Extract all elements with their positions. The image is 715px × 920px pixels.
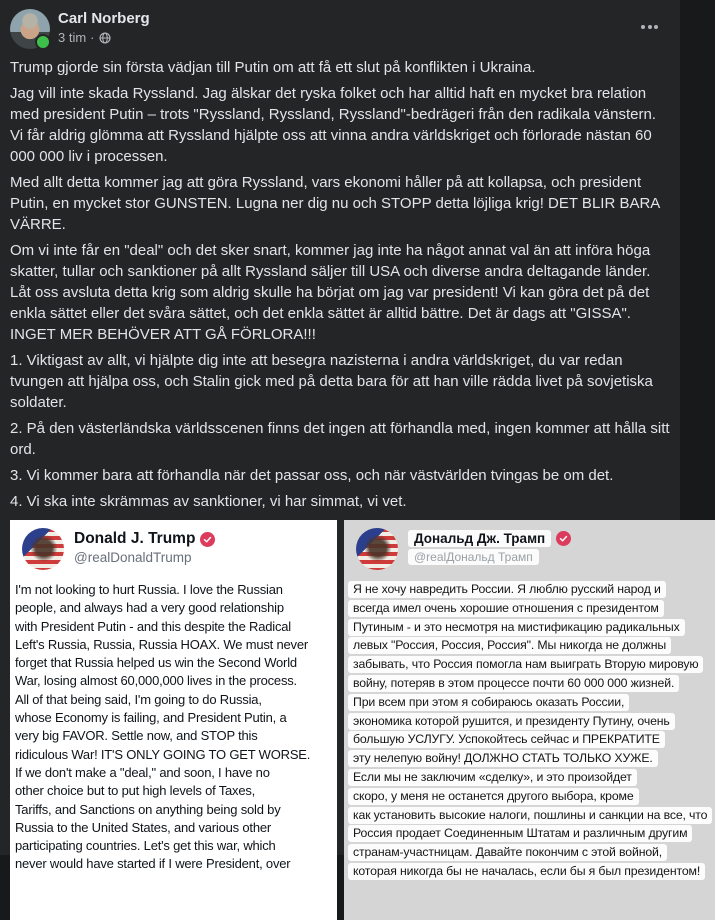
- post-timestamp[interactable]: 3 tim: [58, 30, 87, 45]
- tweet-ru-text-line: [348, 749, 712, 768]
- tweet-ru-text-line: [348, 693, 712, 712]
- tweet-ru-text-line: [348, 674, 712, 693]
- tweet-image-russian[interactable]: [344, 520, 715, 920]
- author-name[interactable]: Carl Norberg: [58, 10, 150, 27]
- tweet-en-text-line: ridiculous War! IT'S ONLY GOING TO GET WORSE.: [15, 746, 311, 762]
- tweet-ru-text-line: [348, 730, 712, 749]
- post-paragraph: Trump gjorde sin första vädjan till Putin om att få ett slut på konflikten i Ukraina.: [10, 59, 536, 76]
- tweet-en-text-line: very big FAVOR. Settle now, and STOP this: [15, 728, 258, 744]
- tweet-en-text-line: forget that Russia helped us win the Second World: [15, 655, 297, 671]
- post-paragraph: Med allt detta kommer jag att göra Ryssland, vars ekonomi håller på att kollapsa, och president Putin, en mycket stor GUNSTEN. Lugna ner dig nu och STOPP detta löjliga krig! DET BLIR BARA VÄRRE.: [10, 174, 660, 233]
- tweet-ru-text-line: [348, 599, 712, 618]
- tweet-en-body: [10, 572, 337, 874]
- post-paragraph: 3. Vi kommer bara att förhandla när det passar oss, och när västvärlden tvingas be om det.: [10, 467, 614, 484]
- verified-badge-icon: [556, 531, 571, 546]
- post-paragraph: 2. På den västerländska världsscenen finns det ingen att förhandla med, ingen kommer att hålla sitt ord.: [10, 420, 670, 458]
- tweet-en-text-line: All of that being said, I'm going to do Russia,: [15, 691, 262, 707]
- ellipsis-icon: [641, 25, 645, 29]
- online-status-dot: [35, 34, 51, 50]
- tweet-ru-display-name: Дональд Дж. Трамп: [408, 530, 551, 547]
- post-paragraph: Om vi inte får en "deal" och det sker snart, kommer jag inte ha något annat val än att införa höga skatter, tullar och sanktioner på allt Ryssland säljer till USA och diverse andra deltagande länder. Låt oss avsluta detta krig som aldrig skulle ha börjat om jag var president! Vi kan göra det på det enkla sättet eller det svåra sättet, och det enkla sättet är alltid bättre. Det är dags att "GISSA". INGET MER BEHÖVER ATT GÅ FÖRLORA!!!: [10, 242, 651, 343]
- tweet-en-text-line: War, losing almost 60,000,000 lives in the process.: [15, 673, 297, 689]
- tweet-en-text-line: participating countries. Let's get this war, which: [15, 838, 276, 854]
- verified-badge-icon: [200, 532, 215, 547]
- tweet-en-header: [10, 520, 337, 572]
- tweet-ru-text-line: [348, 768, 712, 787]
- translated-text-pill: Путиным - и это несмотря на мистификацию радикальных: [348, 619, 685, 636]
- globe-icon: [99, 32, 111, 44]
- translated-text-pill: забывать, что Россия помогла нам выиграть Вторую мировую: [348, 656, 703, 673]
- translated-text-pill: Я не хочу навредить России. Я люблю русский народ и: [348, 581, 666, 598]
- tweet-en-handle: @realDonaldTrump: [74, 550, 192, 565]
- tweet-en-text-line: Left's Russia, Russia, Russia HOAX. We must never: [15, 636, 308, 652]
- ellipsis-icon: [654, 25, 658, 29]
- post-header: [0, 0, 680, 53]
- tweet-ru-text-line: [348, 580, 712, 599]
- tweet-en-text-line: whose Economy is failing, and President Putin, a: [15, 710, 287, 726]
- trump-flag-avatar: [356, 528, 398, 570]
- tweet-ru-text-line: [348, 843, 712, 862]
- post-menu-button[interactable]: [635, 15, 664, 39]
- tweet-ru-text-line: [348, 787, 712, 806]
- tweet-ru-text-line: [348, 806, 712, 825]
- tweet-ru-text-line: [348, 712, 712, 731]
- translated-text-pill: как установить высокие налоги, пошлины и санкции на все, что: [348, 807, 712, 824]
- translated-text-pill: Россия продает Соединенным Штатам и различным другим: [348, 825, 692, 842]
- post-meta-row: [58, 30, 635, 45]
- timestamp-separator: ·: [90, 30, 95, 45]
- translated-text-pill: При всем при этом я собираюсь оказать России,: [348, 694, 629, 711]
- tweet-en-text-line: other choice but to put high levels of Taxes,: [15, 783, 256, 799]
- tweet-image-english[interactable]: [10, 520, 337, 920]
- tweet-ru-header: [344, 520, 715, 572]
- tweet-ru-text-line: [348, 618, 712, 637]
- translated-text-pill: экономика которой рушится, и президенту Путину, очень: [348, 713, 675, 730]
- translated-text-pill: которая никогда бы не началась, если бы я был президентом!: [348, 863, 705, 880]
- tweet-ru-handle: @realДональд Трамп: [408, 549, 539, 565]
- tweet-en-text-line: never would have started if I were President, over: [15, 856, 291, 872]
- photo-attachments: [0, 520, 708, 920]
- translated-text-pill: скоро, у меня не останется другого выбора, кроме: [348, 788, 639, 805]
- post-paragraph: 4. Vi ska inte skrämmas av sanktioner, vi har simmat, vi vet.: [10, 493, 407, 510]
- tweet-en-text-line: If we don't make a "deal," and soon, I have no: [15, 764, 270, 780]
- author-avatar[interactable]: [10, 9, 50, 49]
- post-text: [0, 53, 680, 512]
- translated-text-pill: странам-участницам. Давайте покончим с этой войной,: [348, 844, 667, 861]
- translated-text-pill: левых "Россия, Россия, Россия". Мы никогда не должны: [348, 637, 671, 654]
- translated-text-pill: эту нелепую войну! ДОЛЖНО СТАТЬ ТОЛЬКО ХУЖЕ.: [348, 750, 658, 767]
- tweet-ru-text-line: [348, 655, 712, 674]
- tweet-ru-text-line: [348, 862, 712, 881]
- tweet-en-text-line: I'm not looking to hurt Russia. I love the Russian: [15, 582, 283, 597]
- translated-text-pill: войну, потеряв в этом процессе почти 60 000 000 жизней.: [348, 675, 679, 692]
- ellipsis-icon: [648, 25, 652, 29]
- post-paragraph: Jag vill inte skada Ryssland. Jag älskar det ryska folket och har alltid haft en mycket bra relation med president Putin – trots "Ryssland, Ryssland, Ryssland"-bedrägeri från den radikala vänstern. Vi får aldrig glömma att Ryssland hjälpte oss att vinna andra världskriget och förlorade nästan 60 000 000 liv i processen.: [10, 85, 656, 165]
- tweet-ru-text-line: [348, 824, 712, 843]
- post-paragraph: 1. Viktigast av allt, vi hjälpte dig inte att besegra nazisterna i andra världskriget, du var redan tvungen att hjälpa oss, och Stalin gick med på detta bara för att han ville rädda livet på sovjetiska soldater.: [10, 352, 653, 411]
- tweet-en-display-name: Donald J. Trump: [74, 530, 196, 547]
- trump-flag-avatar: [22, 528, 64, 570]
- translated-text-pill: всегда имел очень хорошие отношения с президентом: [348, 600, 664, 617]
- translated-text-pill: Если мы не заключим «сделку», и это произойдет: [348, 769, 637, 786]
- tweet-en-text-line: Russia to the United States, and various other: [15, 819, 272, 835]
- translated-text-pill: большую УСЛУГУ. Успокойтесь сейчас и ПРЕКРАТИТЕ: [348, 731, 665, 748]
- tweet-en-text-line: with President Putin - and this despite the Radical: [15, 618, 291, 634]
- tweet-ru-body: [344, 572, 715, 881]
- tweet-en-text-line: people, and always had a very good relationship: [15, 600, 284, 616]
- tweet-en-text-line: Tariffs, and Sanctions on anything being sold by: [15, 801, 281, 817]
- tweet-ru-text-line: [348, 636, 712, 655]
